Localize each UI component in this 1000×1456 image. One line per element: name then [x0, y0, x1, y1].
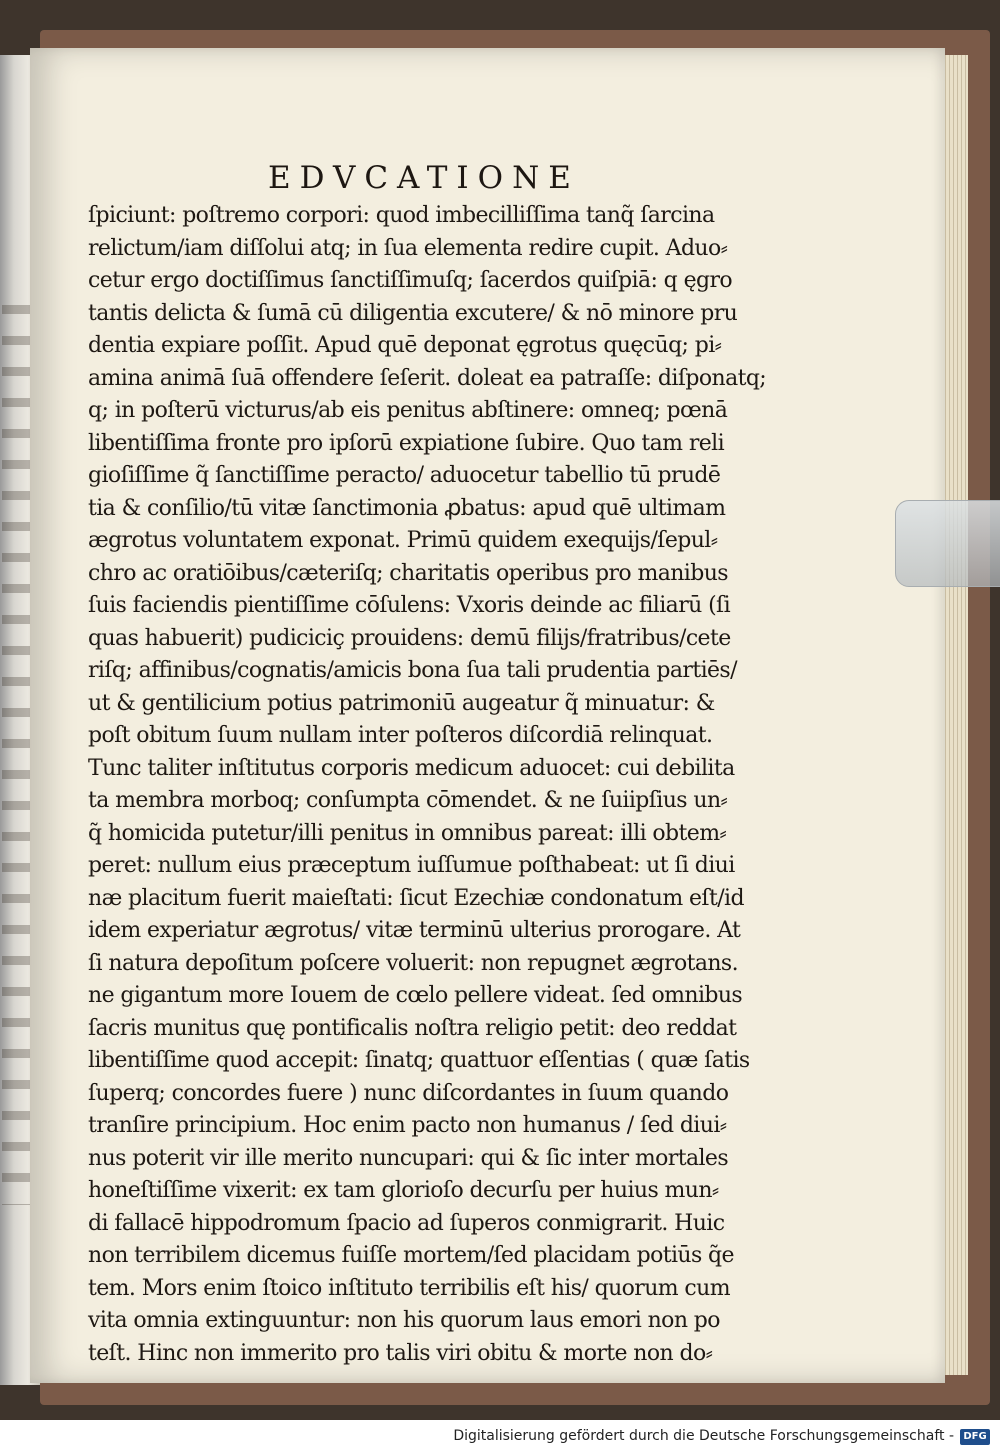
funding-credit: Digitalisierung gefördert durch die Deutsche Forschungsgemeinschaft -	[453, 1428, 954, 1444]
text-line: ægrotus voluntatem exponat. Primū quidem exequijs/ſepul⸗	[88, 528, 718, 553]
text-line: honeſtiſſime vixerit: ex tam glorioſo decurſu per huius mun⸗	[88, 1178, 719, 1203]
text-line: tantis delicta & ſumā cū diligentia excutere/ & nō minore pru	[88, 300, 738, 326]
footer-bar	[0, 1420, 1000, 1456]
text-line: poſt obitum ſuum nullam inter poſteros diſcordiā relinquat.	[88, 723, 713, 748]
text-line: chro ac oratiōibus/cæteriſq; charitatis operibus pro manibus	[88, 560, 728, 586]
text-line: libentiſſima fronte pro ipſorū expiatione ſubire. Quo tam reli	[88, 430, 725, 456]
text-line: ſpiciunt: poſtremo corpori: quod imbecilliſſima tanq̃ ſarcina	[88, 203, 715, 228]
text-line: ta membra morboq; conſumpta cōmendet. & ne ſuiipſius un⸗	[88, 788, 728, 813]
text-line: tia & conſilio/tū vitæ ſanctimonia ꝓbatus: apud quē ultimam	[88, 495, 726, 521]
text-line: Tunc taliter inſtitutus corporis medicum aduocet: cui debilita	[88, 755, 735, 781]
text-line: nus poterit vir ille merito nuncupari: qui & ſic inter mortales	[88, 1145, 729, 1171]
text-line: q; in poſterū victurus/ab eis penitus abſtinere: omneq; pœnā	[88, 398, 728, 423]
text-line: q̃ homicida putetur/illi penitus in omnibus pareat: illi obtem⸗	[88, 820, 727, 846]
text-line: idem experiatur ægrotus/ vitæ terminū ulterius prorogare. At	[88, 918, 741, 943]
text-line: ſi natura depoſitum poſcere voluerit: non repugnet ægrotans.	[88, 950, 739, 976]
dfg-logo-icon: DFG	[960, 1429, 990, 1445]
text-line: tranſire principium. Hoc enim pacto non humanus / ſed diui⸗	[88, 1113, 727, 1138]
text-line: ſuis faciendis pientiſſime cōſulens: Vxoris deinde ac filiarū (ſi	[88, 593, 731, 618]
text-line: vita omnia extinguuntur: non his quorum laus emori non po	[88, 1308, 720, 1333]
text-line: peret: nullum eius præceptum iuſſumue poſthabeat: ut ſi diui	[88, 853, 735, 878]
text-line: ne gigantum more Iouem de cœlo pellere videat. ſed omnibus	[88, 983, 743, 1008]
text-line: non terribilem dicemus fuiſſe mortem/ſed placidam potiūs q̃e	[88, 1243, 734, 1268]
body-text	[88, 200, 918, 1370]
text-line: quas habuerit) pudiciciç prouidens: demū filijs/fratribus/cete	[88, 625, 731, 651]
text-line: libentiſſime quod accepit: ſinatq; quattuor eſſentias ( quæ ſatis	[88, 1048, 750, 1073]
text-line: tem. Mors enim ſtoico inſtituto terribilis eſt his/ quorum cum	[88, 1275, 730, 1301]
text-line: ſacris munitus quę pontificalis noſtra religio petit: deo reddat	[88, 1015, 737, 1041]
text-line: ſuperq; concordes fuere ) nunc diſcordantes in ſuum quando	[88, 1080, 729, 1106]
text-line: amina animā ſuā offendere ſeſerit. doleat ea patraſſe: diſponatq;	[88, 365, 767, 391]
text-line: dentia expiare poſſit. Apud quē deponat ęgrotus quęcūq; pi⸗	[88, 333, 722, 358]
text-line: gioſiſſime q̃ ſanctiſſime peracto/ aduocetur tabellio tū prudē	[88, 463, 721, 488]
text-line: di fallacē hippodromum ſpacio ad ſuperos conmigrarit. Huic	[88, 1210, 725, 1236]
text-line: ut & gentilicium potius patrimoniū augeatur q̃ minuatur: &	[88, 690, 715, 716]
text-line: riſq; affinibus/cognatis/amicis bona ſua tali prudentia partiēs/	[88, 658, 737, 683]
text-line: relictum/iam diſſolui atq; in ſua elementa redire cupit. Aduo⸗	[88, 235, 728, 261]
text-line: cetur ergo doctiſſimus ſanctiſſimuſq; ſacerdos quiſpiā: q ęgro	[88, 268, 733, 293]
running-head: EDVCATIONE	[268, 160, 580, 196]
text-line: næ placitum fuerit maieſtati: ſicut Ezechiæ condonatum eſt/id	[88, 885, 744, 911]
text-line: teſt. Hinc non immerito pro talis viri obitu & morte non do⸗	[88, 1340, 713, 1366]
